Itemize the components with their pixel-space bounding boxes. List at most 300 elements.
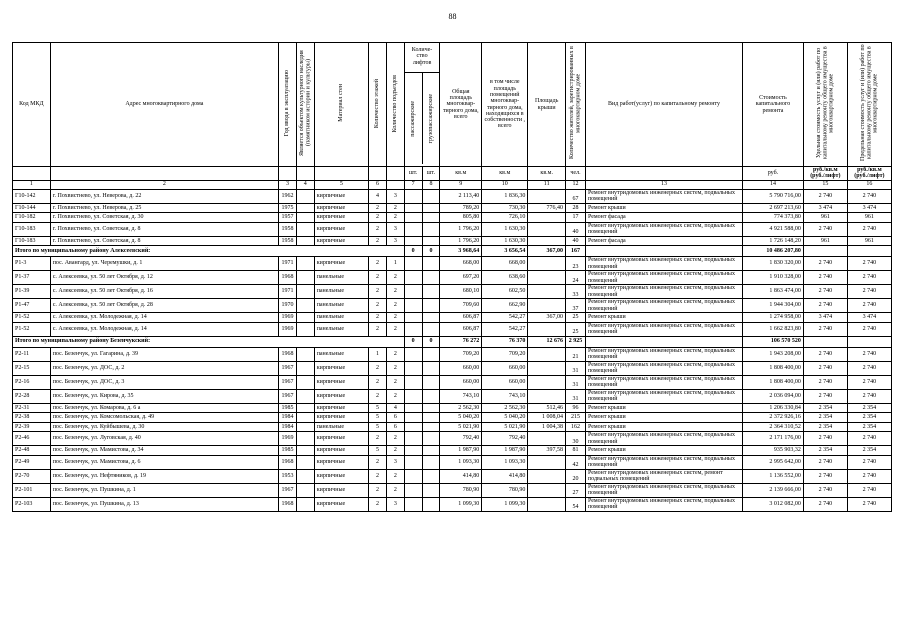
table-cell: 40 (566, 236, 586, 246)
column-number-cell (386, 180, 404, 189)
table-cell: Ремонт крыши (585, 313, 742, 323)
table-cell (404, 222, 422, 236)
table-cell: 961 (847, 213, 891, 223)
table-cell: 542,27 (482, 313, 528, 323)
table-cell: 2 740 (803, 432, 847, 446)
table-cell: 1 093,30 (482, 455, 528, 469)
table-cell: Ремонт внутридомовых инженерных систем, подвальных помещений (585, 361, 742, 375)
table-cell: 1 630,30 (482, 222, 528, 236)
column-number-cell: 5 (314, 180, 368, 189)
table-cell: 1971 (279, 257, 297, 271)
table-cell: 2 372 926,16 (743, 413, 804, 423)
table-cell: 4 (386, 403, 404, 413)
table-cell: 776,40 (528, 203, 566, 213)
table-cell: 1971 (279, 285, 297, 299)
table-cell: 2 740 (847, 483, 891, 497)
table-cell (296, 189, 314, 203)
table-cell: 1 093,30 (440, 455, 482, 469)
table-cell: 1 630,30 (482, 236, 528, 246)
table-cell: 2 (386, 299, 404, 313)
table-row (13, 222, 892, 236)
table-cell: 5 021,90 (440, 422, 482, 432)
table-cell: 162 (566, 422, 586, 432)
table-cell (296, 389, 314, 403)
subtotal-cell (803, 336, 847, 347)
table-cell: 662,90 (482, 299, 528, 313)
header-unit-cost: Удельная стоимость услуг и (или) работ по капитальному ремонту общего имущества в многоквартирном доме (803, 43, 847, 167)
table-cell: 1 099,30 (440, 497, 482, 511)
subtotal-cell: 0 (404, 246, 422, 257)
table-cell: 2 036 094,00 (743, 389, 804, 403)
table-cell: 1958 (279, 236, 297, 246)
table-cell: 2 562,30 (482, 403, 528, 413)
table-cell: 2 740 (847, 222, 891, 236)
table-cell: 2 740 (803, 347, 847, 361)
table-cell: 414,80 (482, 469, 528, 483)
table-row (13, 271, 892, 285)
table-cell: 709,20 (440, 347, 482, 361)
table-cell: кирпичные (314, 222, 368, 236)
table-cell (528, 455, 566, 469)
table-cell (296, 432, 314, 446)
table-cell (404, 455, 422, 469)
table-cell: Р2-48 (13, 446, 51, 456)
table-cell: 1958 (279, 222, 297, 236)
table-cell: 2 740 (847, 257, 891, 271)
table-cell: 4 (369, 189, 387, 203)
table-cell: 2 (369, 271, 387, 285)
table-cell: 2 (369, 322, 387, 336)
table-cell: 1 796,20 (440, 236, 482, 246)
subtotal-cell (803, 246, 847, 257)
table-cell: Р2-38 (13, 413, 51, 423)
table-cell: 2 740 (803, 189, 847, 203)
table-cell: 2 (386, 469, 404, 483)
unit-cell: кв.м (440, 167, 482, 181)
column-number-cell: 4 (296, 180, 314, 189)
table-cell: пос. Безенчук, ул. Гагарина, д. 39 (50, 347, 278, 361)
table-cell (528, 222, 566, 236)
table-cell: кирпичные (314, 403, 368, 413)
table-cell: 2 (386, 361, 404, 375)
table-cell (296, 203, 314, 213)
table-cell: 2 113,40 (440, 189, 482, 203)
unit-cell (585, 167, 742, 181)
table-cell: 96 (566, 403, 586, 413)
table-cell: 1 863 474,00 (743, 285, 804, 299)
page-number: 88 (448, 12, 457, 21)
table-cell: Р2-15 (13, 361, 51, 375)
table-cell: 1 099,30 (482, 497, 528, 511)
table-cell: 31 (566, 361, 586, 375)
table-cell: пос. Безенчук, ул. Луговская, д. 40 (50, 432, 278, 446)
table-cell: пос. Безенчук, ул. Пушкина, д. 1 (50, 483, 278, 497)
subtotal-cell (585, 246, 742, 257)
table-cell: Ремонт внутридомовых инженерных систем, подвальных помещений (585, 322, 742, 336)
table-cell: 42 (566, 455, 586, 469)
table-cell: 1 836,30 (482, 189, 528, 203)
table-cell: 2 995 642,00 (743, 455, 804, 469)
table-cell: 3 (386, 222, 404, 236)
table-cell (528, 347, 566, 361)
table-cell: Ремонт внутридомовых инженерных систем, ремонт подвальных помещений (585, 469, 742, 483)
table-cell: 2 (369, 313, 387, 323)
table-cell (422, 432, 440, 446)
table-cell: Р1-52 (13, 322, 51, 336)
table-cell (296, 361, 314, 375)
table-cell (404, 285, 422, 299)
table-cell: 23 (566, 257, 586, 271)
table-cell (528, 483, 566, 497)
table-cell: Ремонт крыши (585, 446, 742, 456)
table-cell: 2 740 (847, 299, 891, 313)
unit-cell: кв.м. (528, 167, 566, 181)
table-cell: 730,30 (482, 203, 528, 213)
header-total-area: Общая площадь многоквар-тирного дома, всего (440, 43, 482, 167)
table-cell: пос. Авангард, ул. Черемушки, д. 1 (50, 257, 278, 271)
table-row (13, 347, 892, 361)
subtotal-row (13, 246, 892, 257)
table-cell: г. Похвистнево, ул. Неверова, д. 22 (50, 189, 278, 203)
table-cell: Р2-70 (13, 469, 51, 483)
table-cell (296, 236, 314, 246)
table-cell: 2 354 (847, 446, 891, 456)
subtotal-label: Итого по муниципальному району Алексеевский: (13, 246, 405, 257)
table-cell: 1985 (279, 446, 297, 456)
unit-cell: кв.м (482, 167, 528, 181)
header-mkd-code: Код МКД (13, 43, 51, 167)
table-cell: 961 (803, 236, 847, 246)
table-cell (404, 375, 422, 389)
table-cell: 215 (566, 413, 586, 423)
table-cell: 367,00 (528, 313, 566, 323)
header-wall-material: Материал стен (314, 43, 368, 167)
table-cell: 743,10 (482, 389, 528, 403)
table-cell: 638,60 (482, 271, 528, 285)
table-cell: 2 (386, 213, 404, 223)
table-cell: Г10-144 (13, 203, 51, 213)
table-cell: 5 040,20 (482, 413, 528, 423)
table-cell: 2 740 (847, 361, 891, 375)
table-cell: 1 987,90 (440, 446, 482, 456)
table-cell: 2 (386, 271, 404, 285)
table-cell: 2 (386, 313, 404, 323)
table-cell: Ремонт внутридомовых инженерных систем, подвальных помещений (585, 347, 742, 361)
table-cell: Ремонт внутридомовых инженерных систем, подвальных помещений (585, 375, 742, 389)
table-cell: 1969 (279, 432, 297, 446)
table-cell: 1984 (279, 422, 297, 432)
table-cell: Р2-28 (13, 389, 51, 403)
table-cell (528, 285, 566, 299)
table-cell: Р2-49 (13, 455, 51, 469)
header-year: Год ввода в эксплуатацию (279, 43, 297, 167)
table-row (13, 446, 892, 456)
subtotal-cell: 2 925 (566, 336, 586, 347)
column-number-cell: 11 (528, 180, 566, 189)
table-cell (296, 403, 314, 413)
table-cell (296, 257, 314, 271)
table-cell: Ремонт внутридомовых инженерных систем, подвальных помещений (585, 483, 742, 497)
table-cell: 1953 (279, 469, 297, 483)
table-cell (528, 375, 566, 389)
table-cell: г. Похвистнево, ул. Советская, д. 8 (50, 236, 278, 246)
unit-cell (314, 167, 368, 181)
unit-cell (13, 167, 51, 181)
table-cell: 20 (566, 469, 586, 483)
table-cell: 1 004,38 (528, 422, 566, 432)
table-cell: 1967 (279, 361, 297, 375)
subtotal-cell: 3 656,54 (482, 246, 528, 257)
table-cell (296, 222, 314, 236)
table-cell (404, 389, 422, 403)
table-cell: 2 740 (847, 455, 891, 469)
unit-cell (50, 167, 278, 181)
header-work-type: Вид работ(услуг) по капитальному ремонту (585, 43, 742, 167)
table-cell: Ремонт внутридомовых инженерных систем, подвальных помещений (585, 497, 742, 511)
column-number-cell: 16 (847, 180, 891, 189)
table-cell: 2 740 (847, 497, 891, 511)
subtotal-cell: 0 (404, 336, 422, 347)
table-cell (422, 455, 440, 469)
table-cell: панельные (314, 313, 368, 323)
table-cell: 2 740 (847, 375, 891, 389)
table-cell: г. Похвистнево, ул. Советская, д. 30 (50, 213, 278, 223)
table-cell: 1 808 400,00 (743, 375, 804, 389)
table-cell (422, 189, 440, 203)
table-cell (296, 497, 314, 511)
table-row (13, 285, 892, 299)
table-cell (296, 413, 314, 423)
table-cell (422, 299, 440, 313)
table-cell: пос. Безенчук, ул. Мамистова, д. 6 (50, 455, 278, 469)
table-cell: 2 354 (803, 413, 847, 423)
table-cell (422, 271, 440, 285)
table-cell (422, 361, 440, 375)
table-cell (404, 413, 422, 423)
table-cell: Ремонт внутридомовых инженерных систем, подвальных помещений (585, 455, 742, 469)
table-cell (296, 446, 314, 456)
table-cell: Ремонт крыши (585, 413, 742, 423)
table-cell: 709,20 (482, 347, 528, 361)
table-cell: пос. Безенчук, ул. Нефтяников, д. 19 (50, 469, 278, 483)
table-cell: 2 740 (847, 389, 891, 403)
table-cell: 2 (386, 285, 404, 299)
table-cell: 1 008,04 (528, 413, 566, 423)
table-cell: кирпичные (314, 446, 368, 456)
table-cell (422, 413, 440, 423)
table-cell: пос. Безенчук, ул. Куйбышева, д. 30 (50, 422, 278, 432)
table-cell: Ремонт внутридомовых инженерных систем, подвальных помещений (585, 257, 742, 271)
table-cell: 726,10 (482, 213, 528, 223)
table-cell (528, 389, 566, 403)
table-cell: 30 (566, 432, 586, 446)
table-cell: с. Алексеевка, ул. 50 лет Октября, д. 28 (50, 299, 278, 313)
column-number-cell: 6 (369, 180, 387, 189)
subtotal-label: Итого по муниципальному району Безенчукский: (13, 336, 405, 347)
table-cell: Р2-31 (13, 403, 51, 413)
table-cell: 2 (386, 483, 404, 497)
table-cell: 3 474 (847, 203, 891, 213)
table-cell (404, 497, 422, 511)
table-cell: кирпичные (314, 413, 368, 423)
table-cell: 2 740 (803, 455, 847, 469)
table-cell (528, 469, 566, 483)
table-cell (404, 469, 422, 483)
column-number-cell: 13 (585, 180, 742, 189)
table-cell (404, 203, 422, 213)
table-cell: 2 354 (803, 403, 847, 413)
table-cell: 3 (386, 455, 404, 469)
table-cell: 6 (386, 422, 404, 432)
table-cell: г. Похвистнево, ул. Советская, д. 8 (50, 222, 278, 236)
table-row (13, 361, 892, 375)
table-cell: Г10-182 (13, 213, 51, 223)
table-cell: кирпичные (314, 483, 368, 497)
table-row (13, 483, 892, 497)
table-cell: 3 474 (803, 203, 847, 213)
table-cell: 5 040,20 (440, 413, 482, 423)
table-cell: 1968 (279, 497, 297, 511)
unit-cell: руб./кв.м (руб./лифт) (847, 167, 891, 181)
table-cell: 2 562,30 (440, 403, 482, 413)
table-cell: 2 (369, 469, 387, 483)
table-row (13, 497, 892, 511)
table-cell (528, 432, 566, 446)
table-cell: 17 (566, 213, 586, 223)
table-cell (528, 361, 566, 375)
header-address: Адрес многоквартирного дома (50, 43, 278, 167)
header-owned-area: в том числе площадь помещений многоквар-тирного дома, находящихся в собственности , всего (482, 43, 528, 167)
table-row (13, 469, 892, 483)
table-cell: панельные (314, 285, 368, 299)
table-cell: панельные (314, 271, 368, 285)
table-row (13, 299, 892, 313)
table-cell: 40 (566, 222, 586, 236)
table-cell (404, 313, 422, 323)
table-cell: 3 474 (803, 313, 847, 323)
table-cell: Ремонт внутридомовых инженерных систем, подвальных помещений (585, 299, 742, 313)
table-cell: 2 740 (803, 257, 847, 271)
header-entrances: Количество подъездов (386, 43, 404, 167)
table-cell (404, 446, 422, 456)
table-cell: 2 740 (847, 271, 891, 285)
table-cell: 1 206 330,84 (743, 403, 804, 413)
table-cell: Р2-46 (13, 432, 51, 446)
table-cell: 6 (386, 413, 404, 423)
table-cell (404, 257, 422, 271)
table-row (13, 213, 892, 223)
table-cell: 2 740 (803, 285, 847, 299)
table-cell: 27 (566, 483, 586, 497)
table-cell: 961 (847, 236, 891, 246)
table-cell: 606,87 (440, 313, 482, 323)
column-number-cell: 10 (482, 180, 528, 189)
table-cell: 67 (566, 189, 586, 203)
table-cell: 660,00 (440, 375, 482, 389)
table-cell: 1985 (279, 403, 297, 413)
table-cell: 2 (386, 446, 404, 456)
table-cell: 1 (386, 257, 404, 271)
table-cell: 2 740 (803, 483, 847, 497)
table-row (13, 203, 892, 213)
table-cell: кирпичные (314, 203, 368, 213)
table-cell: 2 (369, 389, 387, 403)
table-cell (404, 213, 422, 223)
table-cell: 2 354 (847, 413, 891, 423)
unit-cell: чел. (566, 167, 586, 181)
table-cell: 1 910 328,00 (743, 271, 804, 285)
table-cell: 2 (369, 222, 387, 236)
header-row (13, 43, 892, 167)
table-cell: 780,90 (440, 483, 482, 497)
table-cell: 2 354 (803, 422, 847, 432)
table-cell: 743,10 (440, 389, 482, 403)
table-cell: Г10-183 (13, 222, 51, 236)
table-cell: 2 (369, 361, 387, 375)
column-number-cell: 7 (404, 180, 422, 189)
unit-cell: шт. (404, 167, 422, 181)
table-cell: 2 740 (803, 497, 847, 511)
table-cell: 774 373,80 (743, 213, 804, 223)
table-cell: 2 740 (803, 299, 847, 313)
table-cell: 4 921 588,00 (743, 222, 804, 236)
table-cell: 24 (566, 271, 586, 285)
table-cell (404, 299, 422, 313)
table-cell: 28 (566, 203, 586, 213)
table-cell: 397,58 (528, 446, 566, 456)
table-cell: 2 (386, 203, 404, 213)
header-lifts-group: Количе-ство лифтов пассажирские грузопассажирские (404, 43, 440, 167)
table-cell: пос. Безенчук, ул. Комсомольская, д. 49 (50, 413, 278, 423)
table-cell: 2 (369, 497, 387, 511)
table-row (13, 422, 892, 432)
table-cell (422, 285, 440, 299)
table-cell: 2 (369, 285, 387, 299)
table-cell (422, 469, 440, 483)
table-cell: 680,10 (440, 285, 482, 299)
table-cell: Ремонт фасада (585, 236, 742, 246)
table-cell: кирпичные (314, 455, 368, 469)
table-cell: 3 (386, 189, 404, 203)
table-cell: кирпичные (314, 213, 368, 223)
table-cell: 1969 (279, 322, 297, 336)
table-cell: 2 354 (847, 422, 891, 432)
table-row (13, 313, 892, 323)
subtotal-cell: 12 676 (528, 336, 566, 347)
table-cell: 2 740 (803, 389, 847, 403)
table-cell (528, 271, 566, 285)
table-cell: 961 (803, 213, 847, 223)
subtotal-cell: 10 486 207,80 (743, 246, 804, 257)
column-number-cell: 14 (743, 180, 804, 189)
table-cell: 3 (386, 236, 404, 246)
table-cell: 414,80 (440, 469, 482, 483)
table-row (13, 375, 892, 389)
table-cell: с. Алексеевка, ул. 50 лет Октября, д. 12 (50, 271, 278, 285)
table-cell: Ремонт крыши (585, 403, 742, 413)
table-cell (404, 347, 422, 361)
table-cell (422, 222, 440, 236)
table-cell: 2 (369, 236, 387, 246)
header-max-cost: Предельная стоимость услуг и (или) работ по капитальному ремонту общего имущества в многоквартирном доме (847, 43, 891, 167)
table-cell (296, 322, 314, 336)
table-cell: 1968 (279, 347, 297, 361)
subtotal-cell: 167 (566, 246, 586, 257)
table-body (13, 189, 892, 511)
unit-cell (279, 167, 297, 181)
column-numbers-row (13, 180, 892, 189)
table-row (13, 432, 892, 446)
